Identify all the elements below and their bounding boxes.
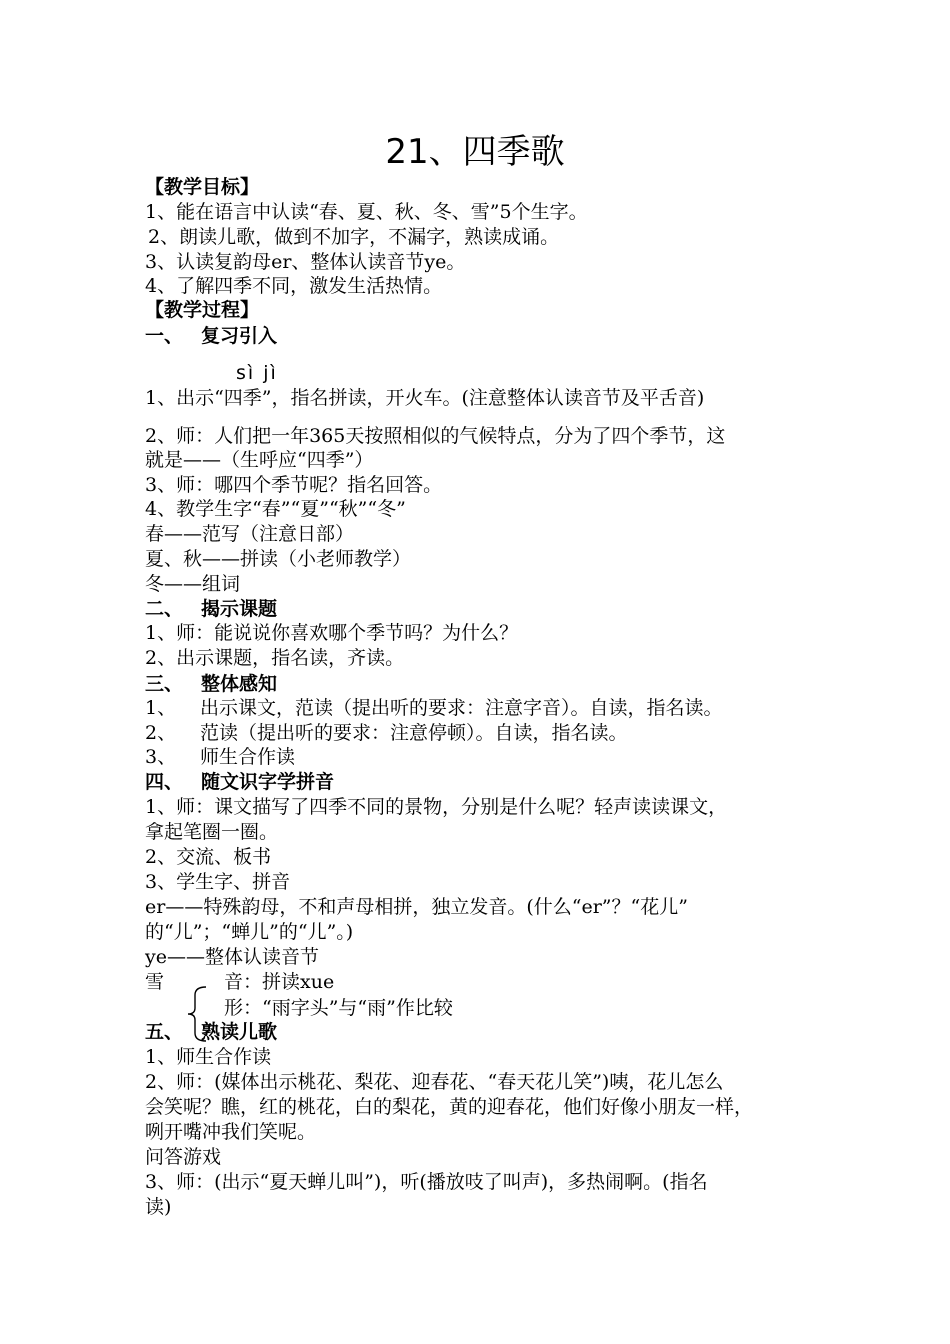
section-title: 随文识字学拼音 — [201, 771, 335, 793]
section-line: 的“儿”；“蝉儿”的“儿”。) — [145, 921, 354, 943]
section-line: 3、学生字、拼音 — [145, 871, 291, 893]
section-line: 1、师：课文描写了四季不同的景物，分别是什么呢？轻声读读课文， — [145, 796, 728, 818]
list-item-number: 2、 — [145, 722, 177, 744]
goals-heading: 【教学目标】 — [145, 176, 260, 198]
section-line: er——特殊韵母，不和声母相拼，独立发音。(什么“er”？“花儿” — [145, 896, 688, 918]
section-line: 2、交流、板书 — [145, 846, 272, 868]
xue-char: 雪 — [145, 971, 165, 993]
section-line: 读) — [145, 1196, 172, 1218]
goal-item: 4、了解四季不同，激发生活热情。 — [145, 275, 443, 297]
section-line: 夏、秋——拼读（小老师教学） — [145, 548, 412, 570]
page-title: 21、四季歌 — [385, 132, 565, 172]
goal-item: 2、朗读儿歌，做到不加字，不漏字，熟读成诵。 — [148, 226, 560, 248]
list-item — [145, 745, 295, 769]
list-item-number: 3、 — [145, 746, 177, 768]
section-line: 会笑呢？瞧，红的桃花，白的梨花，黄的迎春花，他们好像小朋友一样， — [145, 1096, 754, 1118]
section-line: 4、教学生字“春”“夏”“秋”“冬” — [145, 498, 406, 520]
section-line: 2、师：(媒体出示桃花、梨花、迎春花、“春天花儿笑”)咦，花儿怎么 — [145, 1071, 724, 1093]
section-title: 复习引入 — [201, 325, 278, 347]
section-line: 1、出示“四季”，指名拼读，开火车。(注意整体认读音节及平舌音) — [145, 387, 705, 409]
xue-shape: 形：“雨字头”与“雨”作比较 — [224, 997, 453, 1019]
goal-item: 1、能在语言中认读“春、夏、秋、冬、雪”5个生字。 — [145, 201, 588, 223]
section-line: 1、师生合作读 — [145, 1046, 272, 1068]
list-item-text: 范读（提出听的要求：注意停顿）。自读，指名读。 — [200, 722, 628, 744]
section-1-heading — [145, 324, 277, 348]
section-number: 二、 — [145, 598, 184, 620]
section-title: 整体感知 — [201, 673, 278, 695]
section-title: 揭示课题 — [201, 598, 278, 620]
section-line: 咧开嘴冲我们笑呢。 — [145, 1121, 317, 1143]
section-line: 春——范写（注意日部） — [145, 523, 355, 545]
section-number: 三、 — [145, 673, 184, 695]
list-item — [145, 696, 723, 720]
list-item-number: 1、 — [145, 697, 177, 719]
section-number: 四、 — [145, 771, 184, 793]
xue-sound: 音：拼读xue — [224, 971, 335, 993]
list-item — [145, 721, 628, 745]
section-line: ye——整体认读音节 — [145, 946, 319, 968]
section-5-heading — [145, 1020, 277, 1044]
pinyin-annotation: sì jì — [236, 362, 278, 384]
section-line: 3、师：哪四个季节呢？指名回答。 — [145, 474, 443, 496]
section-number: 五、 — [145, 1021, 184, 1043]
list-item-text: 出示课文，范读（提出听的要求：注意字音）。自读，指名读。 — [200, 697, 723, 719]
section-line: 拿起笔圈一圈。 — [145, 821, 279, 843]
process-heading: 【教学过程】 — [145, 299, 260, 321]
section-line: 冬——组词 — [145, 573, 241, 595]
section-line: 2、师：人们把一年365天按照相似的气候特点，分为了四个季节，这 — [145, 425, 726, 447]
section-4-heading — [145, 770, 334, 794]
section-3-heading — [145, 672, 277, 696]
section-line: 问答游戏 — [145, 1146, 222, 1168]
section-2-heading — [145, 597, 277, 621]
section-line: 1、师：能说说你喜欢哪个季节吗？为什么？ — [145, 622, 519, 644]
section-line: 就是——（生呼应“四季”） — [145, 449, 374, 471]
section-number: 一、 — [145, 325, 184, 347]
section-title: 熟读儿歌 — [201, 1021, 278, 1043]
list-item-text: 师生合作读 — [200, 746, 296, 768]
section-line: 3、师：(出示“夏天蝉儿叫”)，听(播放吱了叫声)，多热闹啊。(指名 — [145, 1171, 708, 1193]
goal-item: 3、认读复韵母er、整体认读音节ye。 — [145, 251, 466, 273]
section-line: 2、出示课题，指名读，齐读。 — [145, 647, 405, 669]
